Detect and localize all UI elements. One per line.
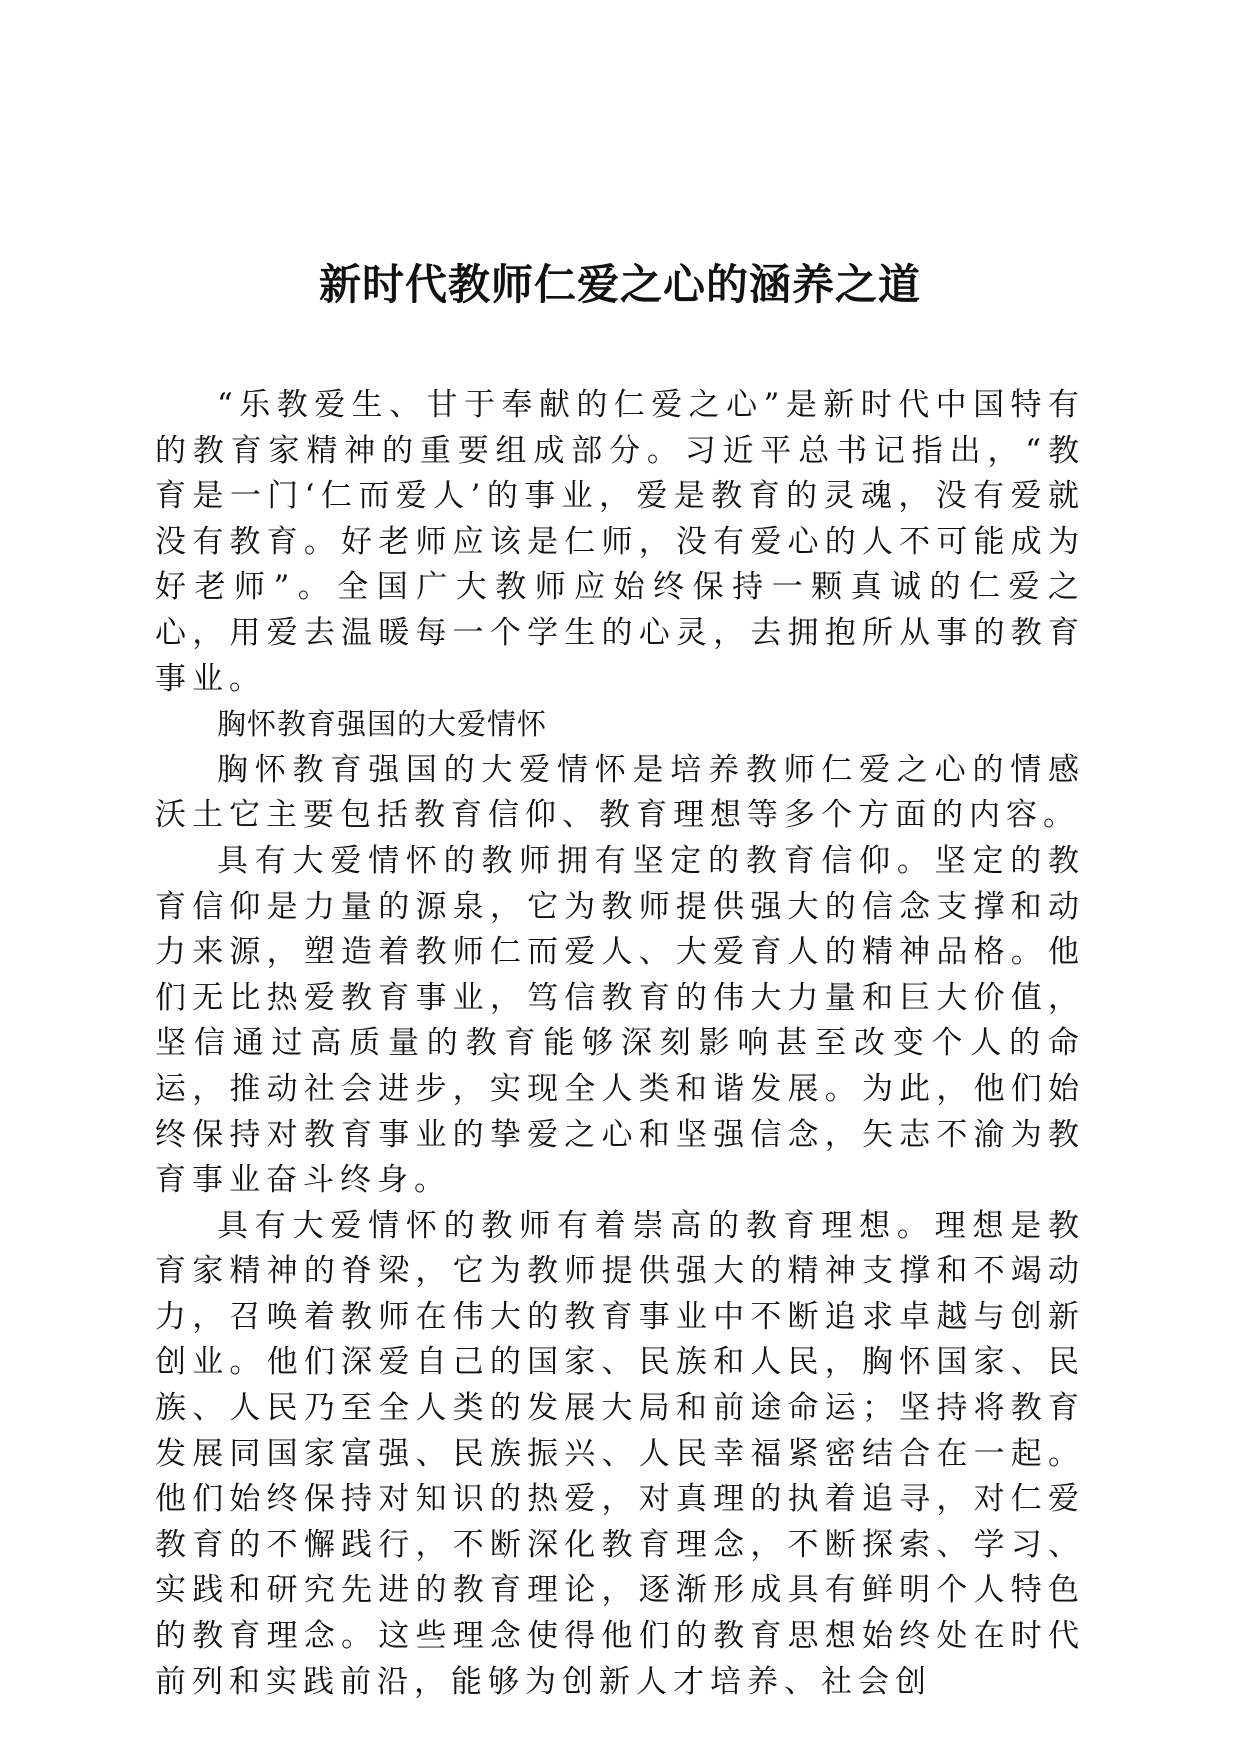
document-body xyxy=(155,383,1085,1705)
intro-paragraph: “乐教爱生、甘于奉献的仁爱之心”是新时代中国特有的教育家精神的重要组成部分。习近平总书记指出，“教育是一门‘仁而爱人’的事业，爱是教育的灵魂，没有爱就没有教育。好老师应该是仁师，没有爱心的人不可能成为好老师”。全国广大教师应始终保持一颗真诚的仁爱之心，用爱去温暖每一个学生的心灵，去拥抱所从事的教育事业。 xyxy=(155,387,1085,697)
section-heading: 胸怀教育强国的大爱情怀 xyxy=(217,707,548,742)
section-paragraph-2: 具有大爱情怀的教师拥有坚定的教育信仰。坚定的教育信仰是力量的源泉，它为教师提供强大的信念支撑和动力来源，塑造着教师仁而爱人、大爱育人的精神品格。他们无比热爱教育事业，笃信教育的伟大力量和巨大价值，坚信通过高质量的教育能够深刻影响甚至改变个人的命运，推动社会进步，实现全人类和谐发展。为此，他们始终保持对教育事业的挚爱之心和坚强信念，矢志不渝为教育事业奋斗终身。 xyxy=(155,842,1085,1199)
section-paragraph-3: 具有大爱情怀的教师有着崇高的教育理想。理想是教育家精神的脊梁，它为教师提供强大的精神支撑和不竭动力，召唤着教师在伟大的教育事业中不断追求卓越与创新创业。他们深爱自己的国家、民族和人民，胸怀国家、民族、人民乃至全人类的发展大局和前途命运；坚持将教育发展同国家富强、民族振兴、人民幸福紧密结合在一起。他们始终保持对知识的热爱，对真理的执着追寻，对仁爱教育的不懈践行，不断深化教育理念，不断探索、学习、实践和研究先进的教育理论，逐渐形成具有鲜明个人特色的教育理念。这些理念使得他们的教育思想始终处在时代前列和实践前沿，能够为创新人才培养、社会创 xyxy=(155,1207,1085,1700)
document-title: 新时代教师仁爱之心的涵养之道 xyxy=(318,260,921,309)
section-paragraph-1: 胸怀教育强国的大爱情怀是培养教师仁爱之心的情感沃土它主要包括教育信仰、教育理想等多个方面的内容。 xyxy=(155,751,1085,834)
